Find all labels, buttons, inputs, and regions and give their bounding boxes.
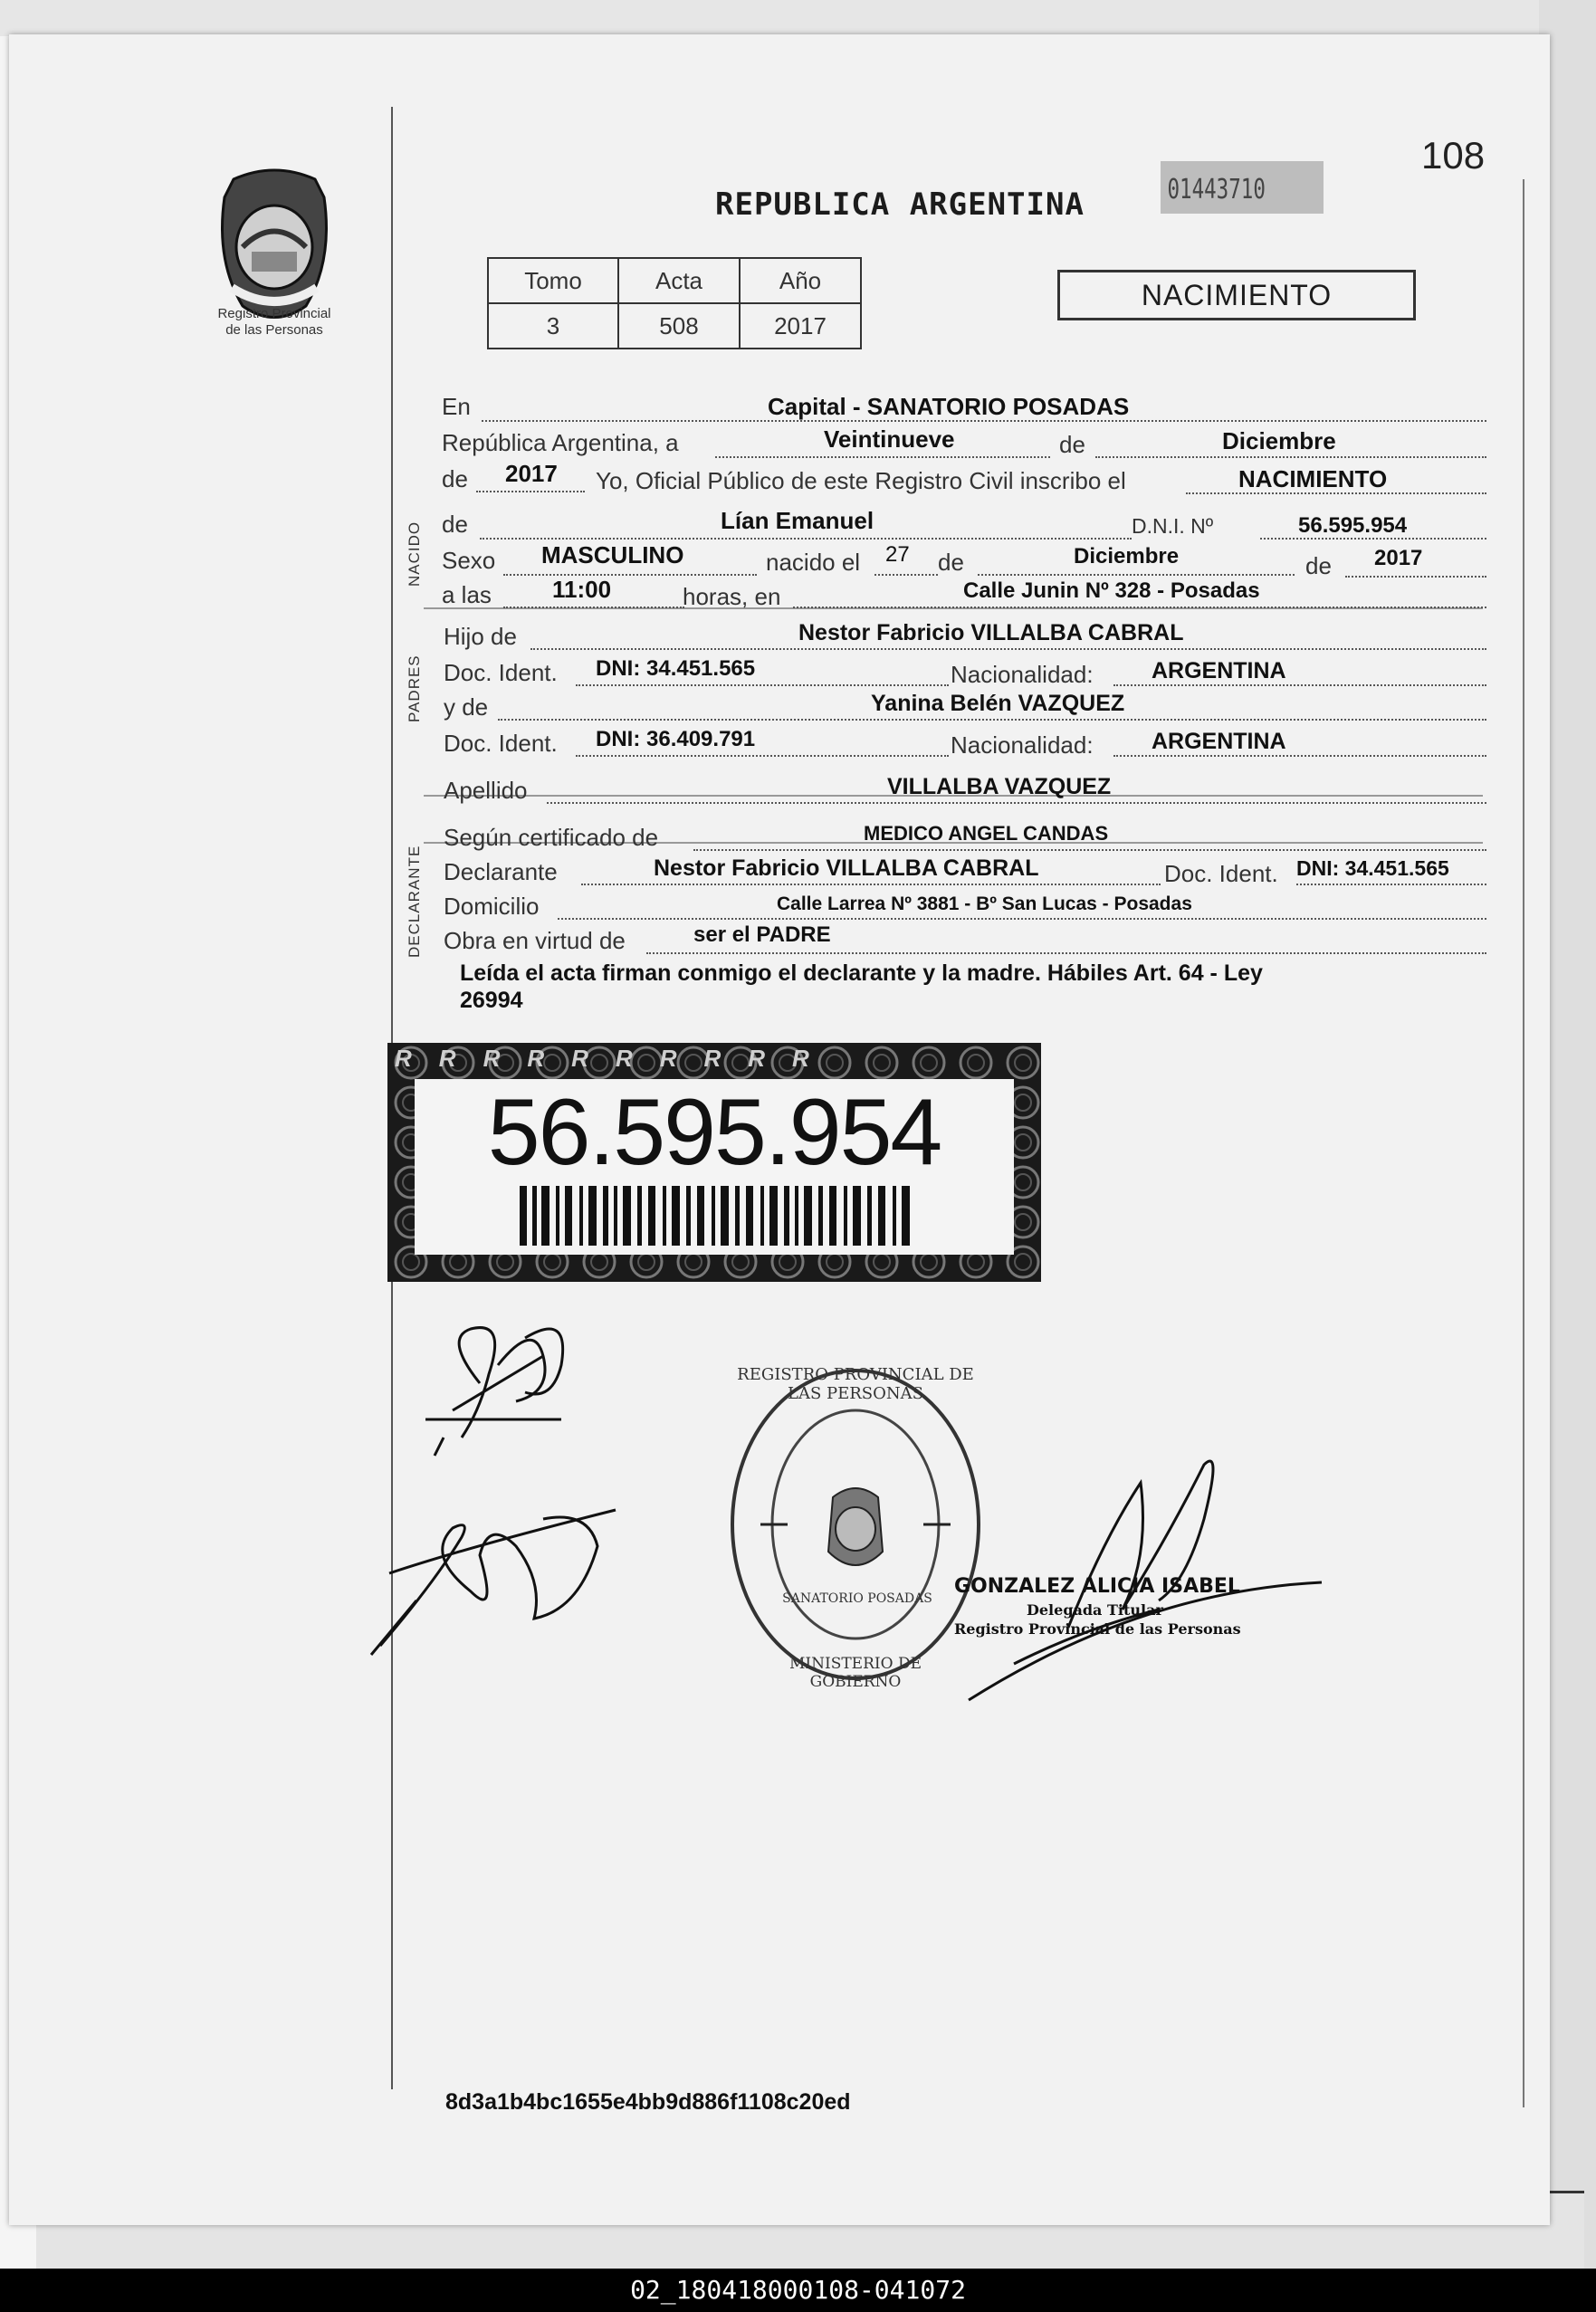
value-inscribo: NACIMIENTO: [1238, 465, 1388, 492]
label-de-year: de: [442, 465, 468, 492]
dots-decl-doc: [1296, 884, 1486, 885]
dots-en: [482, 420, 1486, 422]
label-nacido-de: de: [442, 511, 468, 538]
value-place: Capital - SANATORIO POSADAS: [768, 393, 1130, 420]
registry-table: [487, 257, 862, 349]
closing-line-1: Leída el acta firman conmigo el declarante y la madre. Hábiles Art. 64 - Ley: [460, 960, 1263, 986]
sticker-r-letter: R: [483, 1045, 528, 1072]
mother-signature: [362, 1483, 634, 1664]
dots-sexo: [503, 574, 757, 576]
logo-caption-line1: Registro Provincial: [217, 306, 331, 321]
logo-caption-line2: de las Personas: [225, 322, 323, 338]
dots-mother: [498, 719, 1486, 721]
label-en: En: [442, 393, 471, 420]
table-value-ano: 2017: [740, 303, 861, 349]
dots-birth-place: [793, 607, 1486, 608]
sticker-r-letter: R: [792, 1045, 836, 1072]
label-mother-doc: Doc. Ident.: [444, 730, 558, 757]
label-apellido: Apellido: [444, 777, 528, 804]
back-sheet: [0, 0, 1596, 36]
label-horas: horas, en: [683, 583, 781, 610]
value-birth-day: 27: [885, 542, 910, 567]
label-decl-doc: Doc. Ident.: [1164, 860, 1278, 887]
dots-domicilio: [558, 918, 1486, 920]
serial-stamp: [1161, 161, 1324, 214]
side-label-padres: PADRES: [406, 654, 423, 722]
dots-year: [476, 491, 585, 492]
sticker-r-letter: R: [438, 1045, 483, 1072]
label-republica: República Argentina, a: [442, 429, 679, 456]
value-obra: ser el PADRE: [693, 922, 831, 947]
signatory-office: Registro Provincial de las Personas: [954, 1620, 1241, 1638]
serial-number: 01443710: [1167, 174, 1266, 205]
value-birth-place: Calle Junin Nº 328 - Posadas: [963, 578, 1260, 603]
label-segun: Según certificado de: [444, 824, 659, 851]
registrar-signature: [960, 1428, 1376, 1718]
dots-birth-month: [978, 574, 1295, 576]
logo-caption: [188, 306, 360, 339]
label-dni: D.N.I. Nº: [1132, 514, 1214, 538]
table-value-acta: 508: [618, 303, 740, 349]
label-nacido-el: nacido el: [766, 549, 861, 576]
official-stamp: [724, 1361, 987, 1687]
table-value-tomo: 3: [488, 303, 618, 349]
sticker-r-letter: R: [527, 1045, 572, 1072]
value-segun: MEDICO ANGEL CANDAS: [864, 822, 1109, 845]
side-label-declarante: DECLARANTE: [406, 845, 423, 958]
dots-segun: [693, 849, 1486, 851]
sticker-r-letter: R: [703, 1045, 749, 1072]
closing-line-2: 26994: [460, 988, 523, 1013]
signatory-role: Delegada Titular: [1027, 1601, 1163, 1619]
scan-footer: 02_180418000108-041072: [0, 2269, 1596, 2312]
label-declarante: Declarante: [444, 858, 558, 885]
sticker-number: 56.595.954: [487, 1080, 941, 1185]
value-birth-year: 2017: [1374, 546, 1423, 570]
act-type-box: [1057, 270, 1416, 320]
stamp-outer-text: REGISTRO PROVINCIAL DE LAS PERSONAS: [737, 1365, 974, 1403]
value-mother: Yanina Belén VAZQUEZ: [871, 691, 1125, 716]
table-header-ano: Año: [740, 258, 861, 303]
value-decl-doc: DNI: 34.451.565: [1296, 856, 1449, 880]
stamp-bottom-text: MINISTERIO DE GOBIERNO: [788, 1655, 922, 1691]
value-month: Diciembre: [1222, 427, 1336, 454]
sticker-r-letter: R: [659, 1045, 704, 1072]
dots-father-nat: [1113, 684, 1486, 686]
label-obra: Obra en virtud de: [444, 927, 626, 954]
value-mother-nat: ARGENTINA: [1152, 729, 1286, 754]
label-mother-nat: Nacionalidad:: [951, 731, 1094, 759]
sticker-r-letter: R: [395, 1045, 439, 1072]
table-header-tomo: Tomo: [488, 258, 618, 303]
closing-text: [460, 960, 1483, 1014]
dots-inscribo: [1186, 492, 1486, 494]
label-y-de: y de: [444, 693, 489, 721]
value-mother-doc: DNI: 36.409.791: [596, 727, 756, 751]
value-father: Nestor Fabricio VILLALBA CABRAL: [798, 620, 1184, 645]
sticker-r-letter: R: [748, 1045, 793, 1072]
side-label-nacido: NACIDO: [406, 521, 423, 587]
dots-day: [715, 456, 1050, 458]
page-number: 108: [1421, 134, 1486, 177]
value-father-doc: DNI: 34.451.565: [596, 656, 756, 681]
value-father-nat: ARGENTINA: [1152, 658, 1286, 683]
value-domicilio: Calle Larrea Nº 3881 - Bº San Lucas - Posadas: [777, 893, 1192, 914]
sticker-barcode: [520, 1186, 918, 1246]
value-hour: 11:00: [552, 576, 612, 603]
value-sexo: MASCULINO: [541, 541, 684, 568]
country-title: REPUBLICA ARGENTINA: [715, 186, 1085, 223]
dots-month: [1095, 456, 1486, 458]
document-page: [9, 34, 1550, 2225]
label-de-month: de: [1059, 431, 1085, 458]
sticker-label: [415, 1079, 1014, 1255]
value-dni: 56.595.954: [1298, 513, 1408, 538]
label-birth-de: de: [938, 549, 964, 576]
label-birth-de2: de: [1305, 552, 1332, 579]
dots-father: [530, 648, 1486, 650]
stamp-inner-text: SANATORIO POSADAS: [782, 1591, 932, 1606]
signatory-name: GONZALEZ ALICIA ISABEL: [954, 1575, 1240, 1598]
value-apellido: VILLALBA VAZQUEZ: [887, 774, 1112, 799]
document-hash: 8d3a1b4bc1655e4bb9d886f1108c20ed: [445, 2089, 851, 2115]
value-birth-month: Diciembre: [1074, 544, 1180, 568]
right-margin-line: [1523, 179, 1524, 2107]
value-year: 2017: [505, 460, 558, 487]
label-father-nat: Nacionalidad:: [951, 661, 1094, 688]
signatory-block: [954, 1575, 1241, 1638]
dots-obra: [646, 952, 1486, 954]
label-hijo-de: Hijo de: [444, 623, 517, 650]
dots-hour: [503, 607, 684, 608]
table-header-acta: Acta: [618, 258, 740, 303]
label-domicilio: Domicilio: [444, 893, 540, 920]
declarant-signature: [407, 1302, 643, 1501]
dots-father-doc: [576, 684, 949, 686]
sticker-r-letter: R: [615, 1045, 660, 1072]
dots-apellido: [547, 802, 1486, 804]
dots-birth-year: [1345, 576, 1486, 578]
label-father-doc: Doc. Ident.: [444, 659, 558, 686]
value-child-name: Lían Emanuel: [721, 507, 874, 534]
label-yo: Yo, Oficial Público de este Registro Civil inscribo el: [596, 467, 1126, 494]
value-declarante: Nestor Fabricio VILLALBA CABRAL: [654, 855, 1039, 881]
dots-birth-day: [874, 574, 938, 576]
dots-mother-nat: [1113, 755, 1486, 757]
value-day: Veintinueve: [824, 425, 955, 453]
sticker-r-row: [395, 1045, 1037, 1073]
act-type: NACIMIENTO: [1141, 279, 1333, 311]
dni-sticker: [387, 1043, 1041, 1282]
label-a-las: a las: [442, 581, 492, 608]
dots-name: [480, 538, 1132, 540]
dots-declarante: [581, 884, 1161, 885]
sticker-r-letter: R: [571, 1045, 616, 1072]
dots-mother-doc: [576, 755, 949, 757]
label-sexo: Sexo: [442, 547, 496, 574]
